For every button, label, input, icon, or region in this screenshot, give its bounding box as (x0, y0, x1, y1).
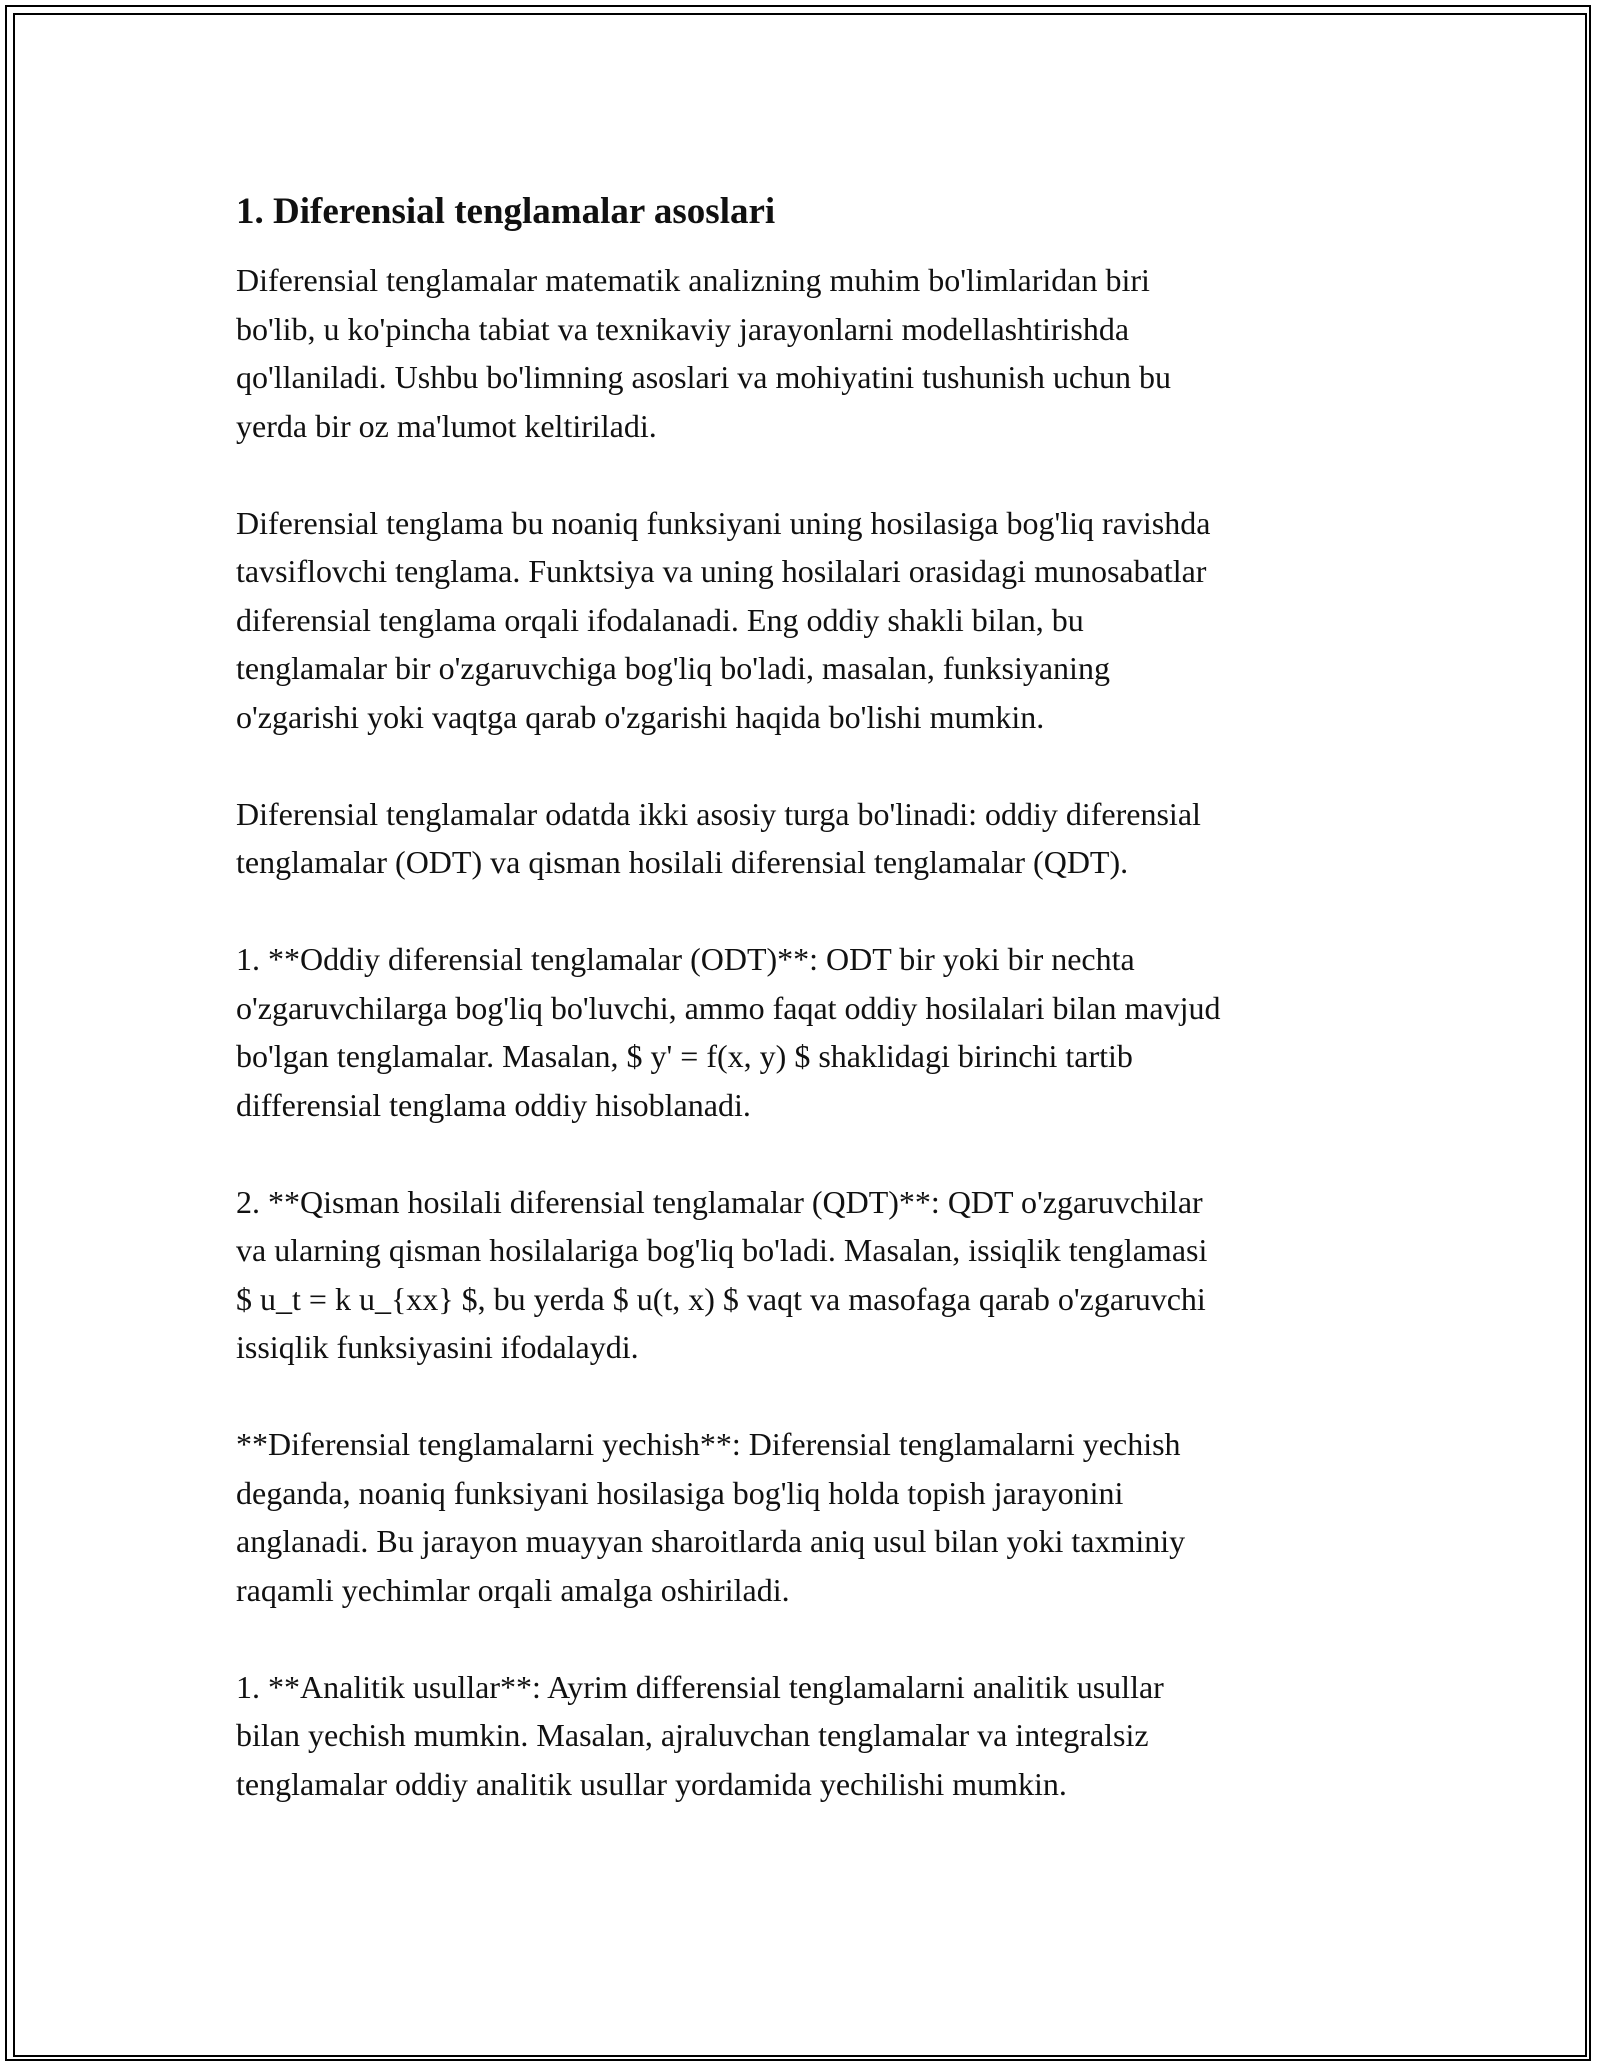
paragraph-odt: 1. **Oddiy diferensial tenglamalar (ODT)**: ODT bir yoki bir nechta o'zgaruvchilarga bog'liq bo'luvchi, ammo faqat oddiy hosilalari bilan mavjud bo'lgan tenglamalar. Masalan, $ y' = f(x, y) $ shaklidagi birinchi tartib differensial tenglama oddiy hisoblanadi. (236, 941, 1221, 1123)
paragraph-qdt: 2. **Qisman hosilali diferensial tenglamalar (QDT)**: QDT o'zgaruvchilar va ularning qisman hosilalariga bog'liq bo'ladi. Masalan, issiqlik tenglamasi $ u_t = k u_{xx} $, bu yerda $ u(t, x) $ vaqt va masofaga qarab o'zgaruvchi issiqlik funksiyasini ifodalaydi. (236, 1183, 1208, 1365)
paragraph-definition: Diferensial tenglama bu noaniq funksiyani uning hosilasiga bog'liq ravishda tavsiflovchi tenglama. Funktsiya va uning hosilalari orasidagi munosabatlar diferensial tenglama orqali ifodalanadi. Eng oddiy shakli bilan, bu tenglamalar bir o'zgaruvchiga bog'liq bo'ladi, masalan, funksiyaning o'zgarishi yoki vaqtga qarab o'zgarishi haqida bo'lishi mumkin. (236, 504, 1211, 735)
paragraph-solving: **Diferensial tenglamalarni yechish**: Diferensial tenglamalarni yechish deganda, noaniq funksiyani hosilasiga bog'liq holda topish jarayonini anglanadi. Bu jarayon muayyan sharoitlarda aniq usul bilan yoki taxminiy raqamli yechimlar orqali amalga oshiriladi. (236, 1426, 1186, 1608)
paragraph-analytic-methods: 1. **Analitik usullar**: Ayrim differensial tenglamalarni analitik usullar bilan yechish mumkin. Masalan, ajraluvchan tenglamalar va integralsiz tenglamalar oddiy analitik usullar yordamida yechilishi mumkin. (236, 1668, 1164, 1802)
document-body (236, 186, 1396, 1857)
paragraph-types: Diferensial tenglamalar odatda ikki asosiy turga bo'linadi: oddiy diferensial tenglamalar (ODT) va qisman hosilali diferensial tenglamalar (QDT). (236, 795, 1201, 880)
section-title: 1. Diferensial tenglamalar asoslari (236, 191, 776, 232)
paragraph-intro: Diferensial tenglamalar matematik analizning muhim bo'limlaridan biri bo'lib, u ko'pincha tabiat va texnikaviy jarayonlarni modellashtirishda qo'llaniladi. Ushbu bo'limning asoslari va mohiyatini tushunish uchun bu yerda bir oz ma'lumot keltiriladi. (236, 262, 1172, 444)
